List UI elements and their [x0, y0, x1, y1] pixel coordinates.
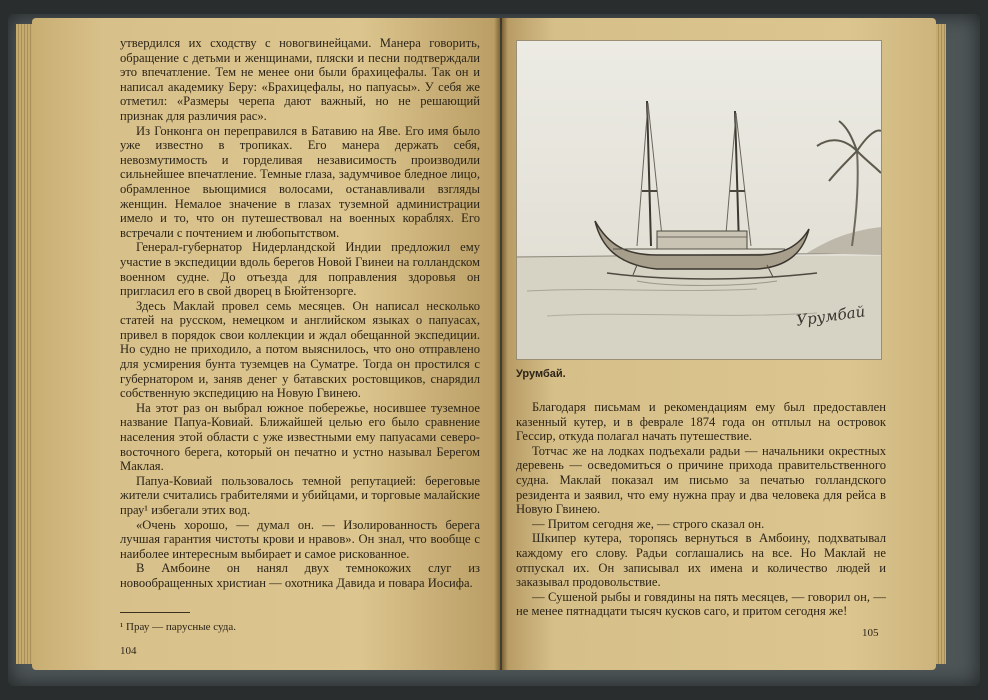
paragraph: В Амбоине он нанял двух темнокожих слуг из новообращенных христиан — охотника Давида и повара Иосифа.: [120, 561, 480, 590]
book-gutter: [494, 18, 508, 670]
illustration-caption: Урумбай.: [516, 368, 566, 380]
boat-illustration: [516, 40, 882, 360]
paragraph: Из Гонконга он переправился в Батавию на Яве. Его имя было уже известно в тропиках. Его манера держать себя, невозмутимость и горделивая независимость производили сильнейшее впечатление. Темные глаза, задумчивое бледное лицо, обрамленное вьющимися волосами, останавливали взгляды женщин. Немалое значение в глазах туземной администрации имело и то, что он путешествовал на военных кораблях. Его встречали с почтением и любопытством.: [120, 123, 480, 240]
paragraph: Здесь Маклай провел семь месяцев. Он написал несколько статей на русском, немецком и английском языках о папуасах, привел в порядок свои коллекции и ждал обещанной экспедиции. Но судно не приходило, а потом выяснилось, что оно отправлено для усмирения бунта туземцев на Суматре. Тогда он простился с губернатором и, заняв денег у батавских ростовщиков, снарядил собственную экспедицию на Новую Гвинею.: [120, 298, 480, 401]
paragraph: На этот раз он выбрал южное побережье, носившее туземное название Папуа-Ковиай. Ближайшей целью его было сравнение населения этой области с уже известными ему папуасами северо-восточного берега, который он печатно и устно называл Берегом Маклая.: [120, 400, 480, 474]
paragraph: Шкипер кутера, торопясь вернуться в Амбоину, подхватывал каждому его слову. Радьи соглашались на все. Но Маклай не отпускал их. Он записывал их имена и количество людей и заказывал продовольствие.: [516, 531, 886, 590]
paragraph: Генерал-губернатор Нидерландской Индии предложил ему участие в экспедиции вдоль берегов Новой Гвинеи на голландском военном судне. До отъезда для поправления здоровья он пригласил его в свой дворец в Бюйтензорге.: [120, 240, 480, 299]
page-number: 104: [120, 645, 137, 657]
footnote-rule: [120, 612, 190, 613]
page-edges-left: [16, 24, 32, 664]
left-page-text: [120, 36, 480, 591]
paragraph: утвердился их сходству с новогвинейцами. Манера говорить, обращение с детьми и женщинами, пляски и песни подтверждали это впечатление. Тем не менее они были брахицефалы. Так он и написал академику Беру: «Брахицефалы, но папуасы». У себя же отметил: «Размеры черепа дают важный, но не решающий признак для различия рас».: [120, 36, 480, 123]
footnote: ¹ Прау — парусные суда.: [120, 621, 237, 633]
illustration-signature: Урумбай: [794, 302, 866, 330]
paragraph: Благодаря письмам и рекомендациям ему был предоставлен казенный кутер, и в феврале 1874 года он отплыл на островок Гессир, откуда полагал начать путешествие.: [516, 400, 886, 444]
paragraph: — Сушеной рыбы и говядины на пять месяцев, — говорил он, — не менее пятнадцати тысяч кусков саго, и притом сегодня же!: [516, 589, 886, 619]
paragraph: — Притом сегодня же, — строго сказал он.: [532, 516, 765, 531]
right-page: [502, 18, 936, 670]
paragraph: Папуа-Ковиай пользовалось темной репутацией: береговые жители считались грабителями и убийцами, и торговые малайские прау¹ избегали этих вод.: [120, 473, 480, 517]
paragraph: «Очень хорошо, — думал он. — Изолированность берега лучшая гарантия чистоты крови и нравов». Он знал, что вообще с наиболее интересным выбирает и самое рискованное.: [120, 517, 480, 561]
paragraph: Тотчас же на лодках подъехали радьи — начальники окрестных деревень — осведомиться о причине прихода правительственного судна. Маклай показал им письмо за печатью голландского резидента и заявил, что ему нужна прау и два человека для рейса в Новую Гвинею.: [516, 443, 886, 517]
page-number: 105: [862, 627, 879, 639]
left-page: [32, 18, 500, 670]
right-page-text: [516, 400, 886, 619]
